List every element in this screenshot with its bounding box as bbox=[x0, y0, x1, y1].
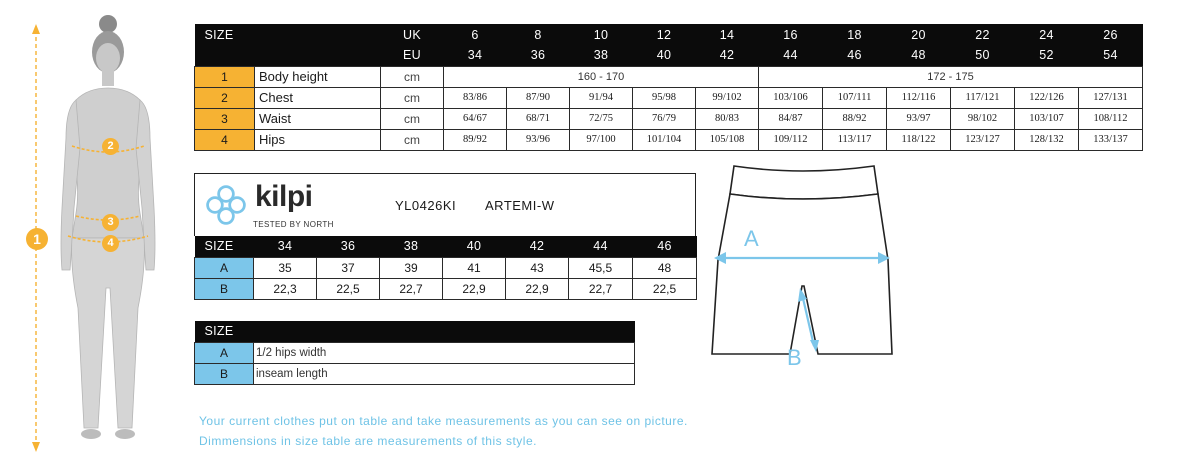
style-code: YL0426KI bbox=[395, 198, 457, 213]
row-key: A bbox=[195, 257, 254, 278]
uk-size: 6 bbox=[444, 24, 507, 45]
legend-desc: 1/2 hips width bbox=[254, 342, 635, 363]
shorts-diagram bbox=[706, 160, 906, 375]
row-key: B bbox=[195, 363, 254, 384]
cell: 76/79 bbox=[633, 108, 696, 129]
cell: 112/116 bbox=[887, 87, 951, 108]
eu-size: 54 bbox=[1079, 45, 1143, 66]
style-name: ARTEMI-W bbox=[485, 198, 555, 213]
cell: 87/90 bbox=[507, 87, 570, 108]
table-row-body-height bbox=[195, 66, 1143, 87]
cell: 83/86 bbox=[444, 87, 507, 108]
cell: 22,9 bbox=[506, 278, 569, 299]
height-range: 160 - 170 bbox=[444, 66, 759, 87]
uk-size: 26 bbox=[1079, 24, 1143, 45]
cell: 97/100 bbox=[570, 129, 633, 150]
cell: 22,7 bbox=[569, 278, 633, 299]
size: 38 bbox=[380, 236, 443, 257]
eu-size: 34 bbox=[444, 45, 507, 66]
cell: 68/71 bbox=[507, 108, 570, 129]
cell: 101/104 bbox=[633, 129, 696, 150]
cell: 133/137 bbox=[1079, 129, 1143, 150]
row-number: 3 bbox=[195, 108, 255, 129]
row-unit: cm bbox=[381, 66, 444, 87]
height-range: 172 - 175 bbox=[759, 66, 1143, 87]
cell: 37 bbox=[317, 257, 380, 278]
cell: 113/117 bbox=[823, 129, 887, 150]
instructions-notes bbox=[199, 411, 688, 451]
eu-size: 48 bbox=[887, 45, 951, 66]
cell: 105/108 bbox=[696, 129, 759, 150]
cell: 22,9 bbox=[443, 278, 506, 299]
table-row-waist bbox=[195, 108, 1143, 129]
uk-size: 16 bbox=[759, 24, 823, 45]
kilpi-knot-logo-icon bbox=[203, 182, 249, 228]
legend-row-b bbox=[195, 363, 635, 384]
uk-size: 22 bbox=[951, 24, 1015, 45]
cell: 22,5 bbox=[317, 278, 380, 299]
row-number: 2 bbox=[195, 87, 255, 108]
row-unit: cm bbox=[381, 87, 444, 108]
uk-size: 12 bbox=[633, 24, 696, 45]
eu-size: 44 bbox=[759, 45, 823, 66]
table-row-hips bbox=[195, 129, 1143, 150]
legend-header-row bbox=[195, 321, 635, 342]
brand-tagline: TESTED BY NORTH bbox=[253, 220, 334, 229]
size: 44 bbox=[569, 236, 633, 257]
size: 36 bbox=[317, 236, 380, 257]
size-header: SIZE bbox=[195, 24, 381, 45]
size-header: SIZE bbox=[195, 236, 254, 257]
row-number: 4 bbox=[195, 129, 255, 150]
cell: 91/94 bbox=[570, 87, 633, 108]
row-name: Chest bbox=[255, 87, 381, 108]
row-key: B bbox=[195, 278, 254, 299]
marker-2: 2 bbox=[102, 138, 119, 155]
cell: 72/75 bbox=[570, 108, 633, 129]
eu-size: 42 bbox=[696, 45, 759, 66]
uk-size: 10 bbox=[570, 24, 633, 45]
label-a: A bbox=[744, 226, 759, 251]
cell: 127/131 bbox=[1079, 87, 1143, 108]
note-line-1: Your current clothes put on table and take measurements as you can see on picture. bbox=[199, 414, 688, 428]
table-row-chest bbox=[195, 87, 1143, 108]
uk-label: UK bbox=[381, 24, 444, 45]
cell: 22,3 bbox=[254, 278, 317, 299]
uk-size: 18 bbox=[823, 24, 887, 45]
cell: 103/107 bbox=[1015, 108, 1079, 129]
cell: 118/122 bbox=[887, 129, 951, 150]
uk-size: 8 bbox=[507, 24, 570, 45]
cell: 117/121 bbox=[951, 87, 1015, 108]
uk-size: 24 bbox=[1015, 24, 1079, 45]
size: 42 bbox=[506, 236, 569, 257]
legend-row-a bbox=[195, 342, 635, 363]
cell: 109/112 bbox=[759, 129, 823, 150]
cell: 35 bbox=[254, 257, 317, 278]
cell: 107/111 bbox=[823, 87, 887, 108]
eu-label: EU bbox=[381, 45, 444, 66]
eu-size: 52 bbox=[1015, 45, 1079, 66]
marker-4: 4 bbox=[102, 235, 119, 252]
row-unit: cm bbox=[381, 129, 444, 150]
cell: 45,5 bbox=[569, 257, 633, 278]
eu-size: 36 bbox=[507, 45, 570, 66]
row-name: Hips bbox=[255, 129, 381, 150]
cell: 95/98 bbox=[633, 87, 696, 108]
style-size-table bbox=[194, 236, 697, 300]
row-name: Waist bbox=[255, 108, 381, 129]
cell: 93/96 bbox=[507, 129, 570, 150]
brand-name: kilpi bbox=[255, 180, 313, 213]
table-row-b bbox=[195, 278, 697, 299]
header-row-uk bbox=[195, 24, 1143, 45]
cell: 48 bbox=[633, 257, 697, 278]
cell: 64/67 bbox=[444, 108, 507, 129]
cell: 89/92 bbox=[444, 129, 507, 150]
cell: 103/106 bbox=[759, 87, 823, 108]
eu-size: 38 bbox=[570, 45, 633, 66]
cell: 22,7 bbox=[380, 278, 443, 299]
cell: 41 bbox=[443, 257, 506, 278]
cell: 80/83 bbox=[696, 108, 759, 129]
marker-3: 3 bbox=[102, 214, 119, 231]
shorts-icon bbox=[706, 160, 906, 375]
size: 46 bbox=[633, 236, 697, 257]
eu-size: 40 bbox=[633, 45, 696, 66]
cell: 84/87 bbox=[759, 108, 823, 129]
size: 40 bbox=[443, 236, 506, 257]
table-row-a bbox=[195, 257, 697, 278]
label-b: B bbox=[787, 345, 802, 370]
legend-desc: inseam length bbox=[254, 363, 635, 384]
marker-1: 1 bbox=[26, 228, 48, 250]
measurement-legend-table bbox=[194, 321, 635, 385]
uk-size: 14 bbox=[696, 24, 759, 45]
note-line-2: Dimmensions in size table are measurements of this style. bbox=[199, 434, 537, 448]
row-unit: cm bbox=[381, 108, 444, 129]
eu-size: 46 bbox=[823, 45, 887, 66]
cell: 88/92 bbox=[823, 108, 887, 129]
row-name: Body height bbox=[255, 66, 381, 87]
cell: 122/126 bbox=[1015, 87, 1079, 108]
cell: 128/132 bbox=[1015, 129, 1079, 150]
cell: 93/97 bbox=[887, 108, 951, 129]
body-size-table bbox=[194, 24, 1143, 151]
cell: 22,5 bbox=[633, 278, 697, 299]
brand-header bbox=[194, 173, 696, 236]
row-number: 1 bbox=[195, 66, 255, 87]
style-header-row bbox=[195, 236, 697, 257]
cell: 43 bbox=[506, 257, 569, 278]
cell: 123/127 bbox=[951, 129, 1015, 150]
header-row-eu bbox=[195, 45, 1143, 66]
cell: 99/102 bbox=[696, 87, 759, 108]
uk-size: 20 bbox=[887, 24, 951, 45]
row-key: A bbox=[195, 342, 254, 363]
eu-size: 50 bbox=[951, 45, 1015, 66]
size-header: SIZE bbox=[195, 321, 254, 342]
cell: 39 bbox=[380, 257, 443, 278]
size: 34 bbox=[254, 236, 317, 257]
cell: 98/102 bbox=[951, 108, 1015, 129]
cell: 108/112 bbox=[1079, 108, 1143, 129]
